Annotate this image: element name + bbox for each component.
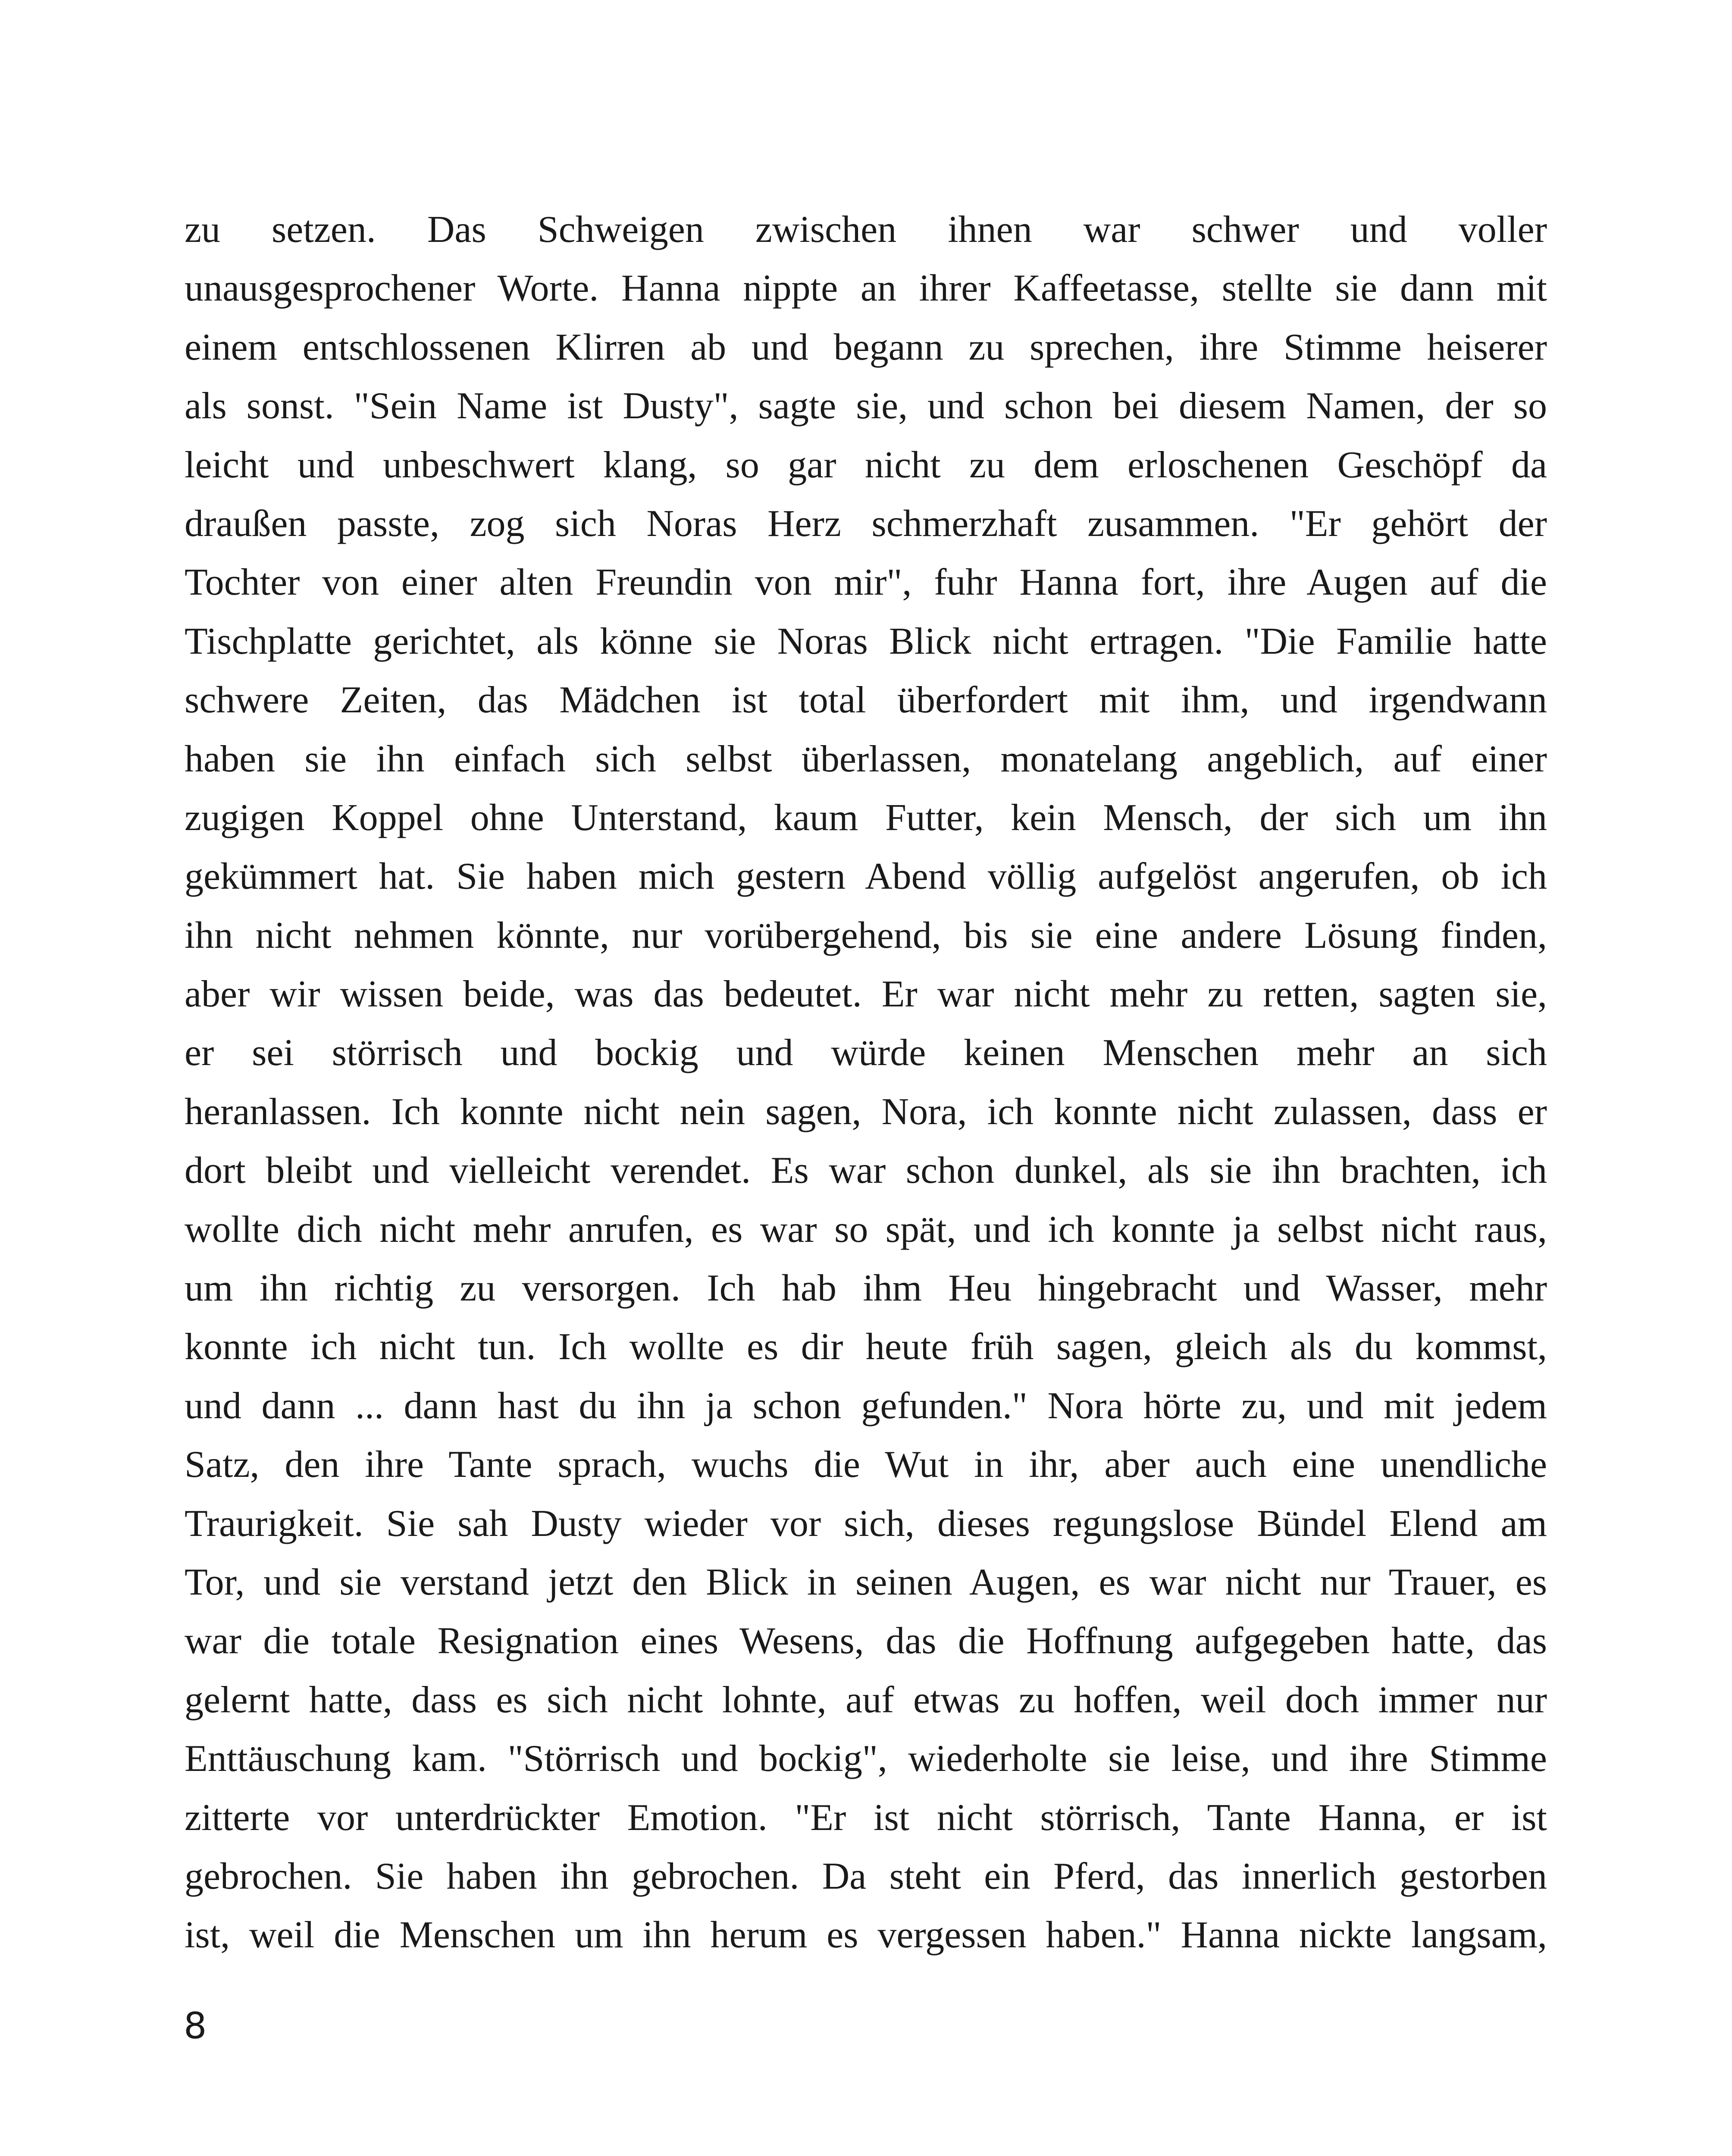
text-line-12: gekümmert hat. Sie haben mich gestern Abend völlig aufgelöst angerufen, ob ich — [185, 856, 1547, 898]
text-line-25: war die totale Resignation eines Wesens, das die Hoffnung aufgegeben hatte, das — [185, 1620, 1547, 1662]
body-paragraph — [185, 201, 1547, 1965]
text-line-30: ist, weil die Menschen um ihn herum es vergessen haben." Hanna nickte langsam, — [185, 1914, 1547, 1956]
text-line-11: zugigen Koppel ohne Unterstand, kaum Futter, kein Mensch, der sich um ihn — [185, 796, 1547, 839]
text-line-2: unausgesprochener Worte. Hanna nippte an ihrer Kaffeetasse, stellte sie dann mit — [185, 267, 1547, 310]
text-line-14: aber wir wissen beide, was das bedeutet. Er war nicht mehr zu retten, sagten sie, — [185, 973, 1547, 1015]
text-line-8: Tischplatte gerichtet, als könne sie Noras Blick nicht ertragen. "Die Familie hatte — [185, 620, 1547, 662]
text-line-18: wollte dich nicht mehr anrufen, es war so spät, und ich konnte ja selbst nicht raus, — [185, 1208, 1547, 1250]
text-line-17: dort bleibt und vielleicht verendet. Es war schon dunkel, als sie ihn brachten, ich — [185, 1150, 1547, 1192]
text-line-6: draußen passte, zog sich Noras Herz schmerzhaft zusammen. "Er gehört der — [185, 502, 1547, 545]
text-line-9: schwere Zeiten, das Mädchen ist total überfordert mit ihm, und irgendwann — [185, 679, 1547, 721]
text-line-27: Enttäuschung kam. "Störrisch und bockig", wiederholte sie leise, und ihre Stimme — [185, 1738, 1547, 1780]
text-line-1: zu setzen. Das Schweigen zwischen ihnen war schwer und voller — [185, 209, 1547, 251]
text-line-20: konnte ich nicht tun. Ich wollte es dir heute früh sagen, gleich als du kommst, — [185, 1326, 1547, 1368]
text-line-21: und dann ... dann hast du ihn ja schon gefunden." Nora hörte zu, und mit jedem — [185, 1385, 1547, 1427]
text-line-13: ihn nicht nehmen könnte, nur vorübergehend, bis sie eine andere Lösung finden, — [185, 914, 1547, 956]
text-line-24: Tor, und sie verstand jetzt den Blick in seinen Augen, es war nicht nur Trauer, es — [185, 1561, 1547, 1603]
text-line-16: heranlassen. Ich konnte nicht nein sagen, Nora, ich konnte nicht zulassen, dass er — [185, 1091, 1547, 1133]
text-line-19: um ihn richtig zu versorgen. Ich hab ihm Heu hingebracht und Wasser, mehr — [185, 1267, 1547, 1310]
text-line-29: gebrochen. Sie haben ihn gebrochen. Da steht ein Pferd, das innerlich gestorben — [185, 1855, 1547, 1897]
text-line-10: haben sie ihn einfach sich selbst überlassen, monatelang angeblich, auf einer — [185, 738, 1547, 780]
text-line-4: als sonst. "Sein Name ist Dusty", sagte sie, und schon bei diesem Namen, der so — [185, 385, 1547, 427]
text-line-7: Tochter von einer alten Freundin von mir", fuhr Hanna fort, ihre Augen auf die — [185, 561, 1547, 604]
text-line-26: gelernt hatte, dass es sich nicht lohnte, auf etwas zu hoffen, weil doch immer nur — [185, 1679, 1547, 1721]
text-line-22: Satz, den ihre Tante sprach, wuchs die Wut in ihr, aber auch eine unendliche — [185, 1444, 1547, 1486]
text-line-23: Traurigkeit. Sie sah Dusty wieder vor sich, dieses regungslose Bündel Elend am — [185, 1502, 1547, 1545]
text-line-3: einem entschlossenen Klirren ab und begann zu sprechen, ihre Stimme heiserer — [185, 326, 1547, 368]
text-line-5: leicht und unbeschwert klang, so gar nicht zu dem erloschenen Geschöpf da — [185, 444, 1547, 486]
page-number: 8 — [184, 2005, 207, 2047]
text-line-15: er sei störrisch und bockig und würde keinen Menschen mehr an sich — [185, 1032, 1547, 1074]
text-line-28: zitterte vor unterdrückter Emotion. "Er ist nicht störrisch, Tante Hanna, er ist — [185, 1796, 1547, 1839]
